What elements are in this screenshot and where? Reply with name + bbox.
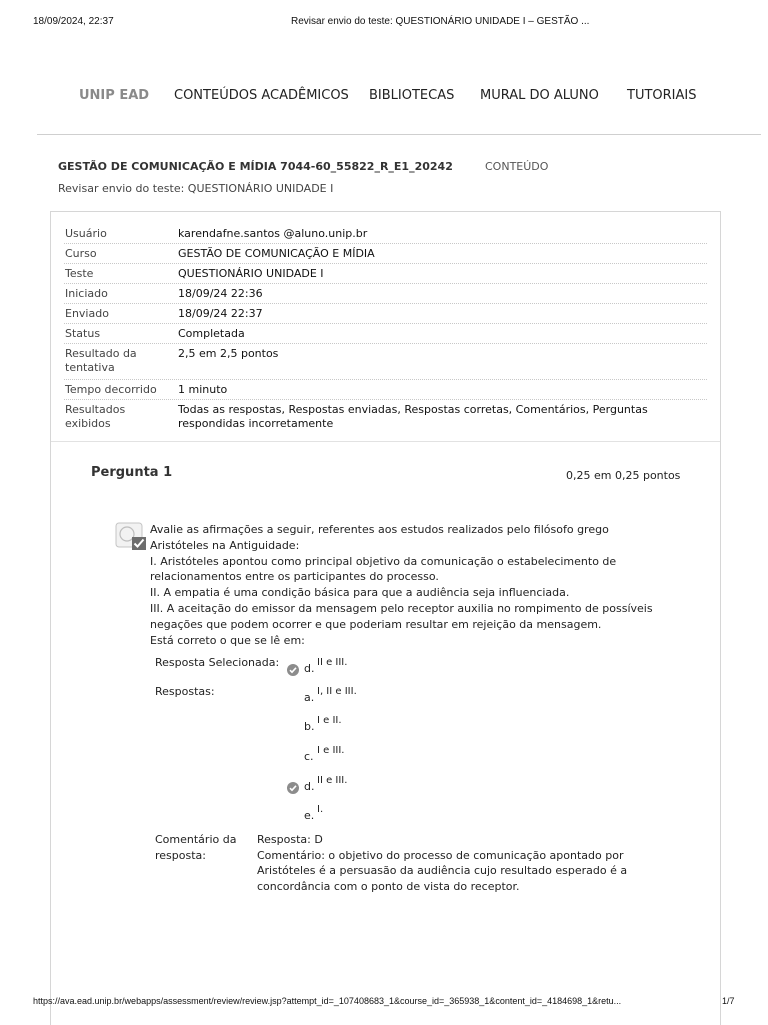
info-label: Curso [65,247,97,260]
question-line: relacionamentos entre os participantes do processo. [150,570,439,584]
info-row-tempo [64,380,707,400]
answer-letter-e: e. [304,809,315,822]
print-page-title: Revisar envio do teste: QUESTIONÁRIO UNIDADE I – GESTÃO ... [291,16,590,27]
review-panel [50,211,721,1025]
question-line: II. A empatia é uma condição básica para que a audiência seja influenciada. [150,586,570,600]
info-value: QUESTIONÁRIO UNIDADE I [178,267,324,280]
top-nav [0,88,768,110]
question-line: negações que podem ocorrer e que poderiam resultar em rejeição da mensagem. [150,617,602,631]
answers-label: Respostas: [155,685,215,698]
info-row-curso [64,244,707,264]
question-title: Pergunta 1 [91,465,173,480]
check-icon [287,782,299,794]
info-label: Status [65,327,101,340]
answer-text-a: I, II e III. [317,686,357,697]
print-page-number: 1/7 [722,996,735,1006]
info-row-enviado [64,304,707,324]
info-row-resultado [64,344,707,380]
comment-line: Comentário: o objetivo do processo de comunicação apontado por [257,848,624,862]
info-value: karendafne.santos @aluno.unip.br [178,227,368,240]
info-label: Iniciado [65,287,108,300]
info-value: Todas as respostas, Respostas enviadas, Respostas corretas, Comentários, Perguntas respondidas incorretamente [178,403,648,430]
info-value: 1 minuto [178,383,228,396]
page-subtitle: Revisar envio do teste: QUESTIONÁRIO UNIDADE I [58,182,334,195]
answer-letter-b: b. [304,720,315,733]
check-icon [287,664,299,676]
nav-divider [37,134,761,135]
info-label: Usuário [65,227,107,240]
answer-letter-c: c. [304,750,314,763]
course-title[interactable]: GESTÃO DE COMUNICAÇÃO E MÍDIA 7044-60_55822_R_E1_20242 [58,160,453,173]
question-text [150,522,710,648]
question-line: I. Aristóteles apontou como principal objetivo da comunicação o estabelecimento de [150,554,617,568]
comment-label: Comentário da resposta: [155,833,237,862]
nav-item-conteudos-academicos[interactable]: CONTEÚDOS ACADÊMICOS [174,88,349,103]
selected-answer-letter: d. [304,662,315,675]
nav-item-mural-do-aluno[interactable]: MURAL DO ALUNO [480,88,599,103]
info-value: Completada [178,327,245,340]
selected-answer-label: Resposta Selecionada: [155,656,280,669]
info-value: 2,5 em 2,5 pontos [178,347,279,360]
content-link[interactable]: CONTEÚDO [485,160,549,173]
selected-answer-text: II e III. [317,657,348,668]
print-url: https://ava.ead.unip.br/webapps/assessment/review/review.jsp?attempt_id=_107408683_1&course_id=_365938_1&content_id=_4184698_1&retu... [33,996,622,1006]
info-row-teste [64,264,707,284]
answer-letter-a: a. [304,691,315,704]
answer-text-d: II e III. [317,775,348,786]
info-value: 18/09/24 22:36 [178,287,263,300]
info-value: 18/09/24 22:37 [178,307,263,320]
comment-line: Resposta: D [257,833,323,846]
nav-item-tutoriais[interactable]: TUTORIAIS [627,88,697,103]
nav-brand-unip-ead[interactable]: UNIP EAD [79,88,150,103]
info-label: Tempo decorrido [65,383,157,396]
panel-separator [51,441,720,442]
info-label: Resultado da tentativa [65,347,137,374]
answer-text-c: I e III. [317,745,345,756]
question-points: 0,25 em 0,25 pontos [566,469,681,482]
info-label: Enviado [65,307,109,320]
nav-item-bibliotecas[interactable]: BIBLIOTECAS [369,88,455,103]
question-line: Avalie as afirmações a seguir, referentes aos estudos realizados pelo filósofo grego [150,523,609,536]
comment-body [257,832,657,894]
info-label: Teste [65,267,94,280]
question-line: Aristóteles na Antiguidade: [150,538,300,552]
info-value: GESTÃO DE COMUNICAÇÃO E MÍDIA [178,247,375,260]
comment-line: concordância com o ponto de vista do receptor. [257,879,520,893]
answer-text-e: I. [317,804,324,815]
info-row-resultados-exibidos [64,400,707,433]
attempt-info-table [64,224,707,433]
answer-letter-d: d. [304,780,315,793]
info-row-usuario [64,224,707,244]
info-row-status [64,324,707,344]
info-row-iniciado [64,284,707,304]
comment-line: Aristóteles é a persuasão da audiência cujo resultado esperado é a [257,864,628,877]
answer-text-b: I e II. [317,715,342,726]
question-line: Está correto o que se lê em: [150,633,305,647]
info-label: Resultados exibidos [65,403,126,430]
question-line: III. A aceitação do emissor da mensagem pelo receptor auxilia no rompimento de possíveis [150,601,653,615]
question-correct-icon [115,522,149,552]
print-datetime: 18/09/2024, 22:37 [33,16,114,27]
